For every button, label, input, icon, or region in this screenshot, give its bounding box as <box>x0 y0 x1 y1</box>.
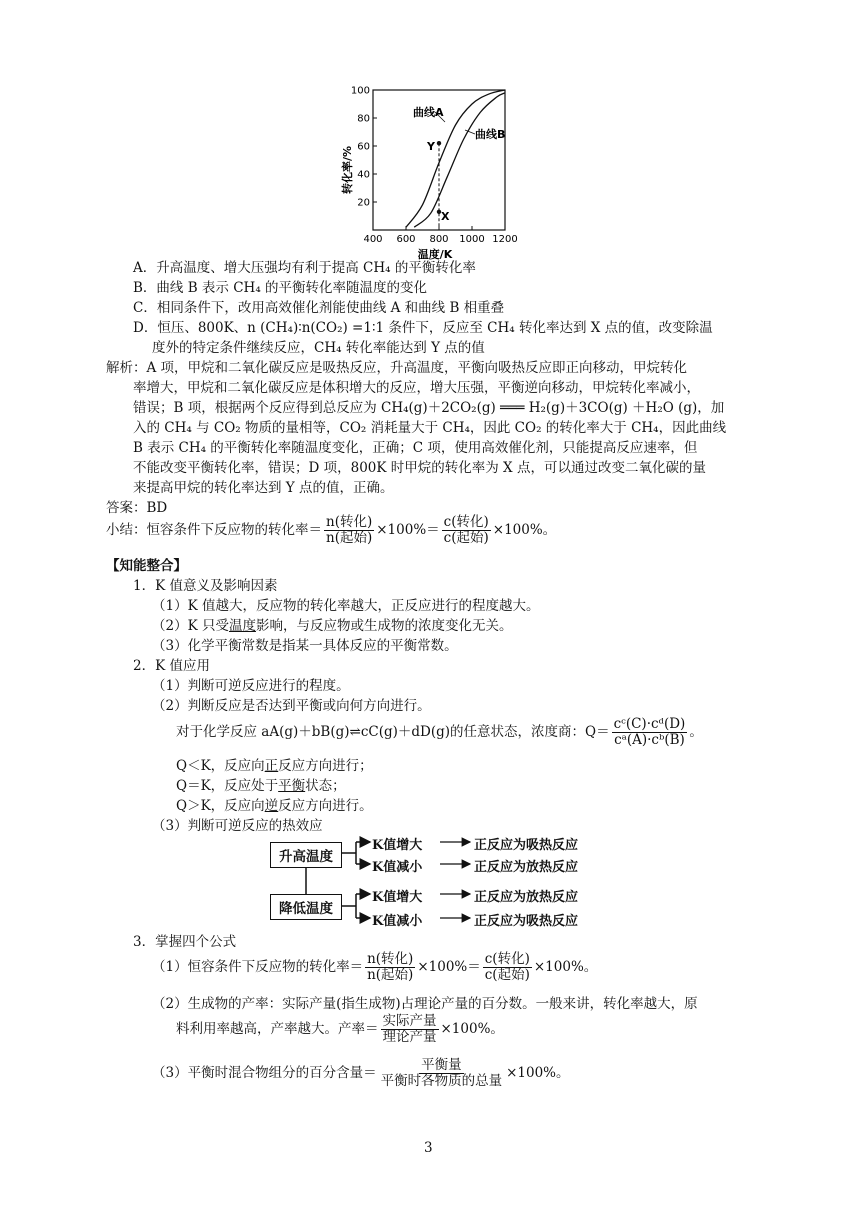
formula-1 <box>152 950 597 984</box>
fraction-numerator: c(转化) <box>484 951 530 967</box>
x-tick-label: 600 <box>396 234 416 245</box>
summary-end: ×100%。 <box>492 522 557 538</box>
k-point-2-underline: 温度 <box>228 618 256 634</box>
fraction-denominator: c(起始) <box>443 530 489 546</box>
q-formula <box>176 716 703 748</box>
result-endothermic-2: 正反应为吸热反应 <box>474 914 579 929</box>
formula-1-end: ×100%。 <box>533 959 598 975</box>
k-point-2 <box>152 616 512 636</box>
section-title: 【知能整合】 <box>106 558 187 574</box>
k-decrease-1: K值减小 <box>372 860 423 875</box>
k-heading-1: 1．K 值意义及影响因素 <box>133 578 278 594</box>
option-a: A．升高温度、增大压强均有利于提高 CH₄ 的平衡转化率 <box>133 260 476 276</box>
summary-c-fraction <box>442 515 491 546</box>
raise-temperature-box: 升高温度 <box>270 842 342 868</box>
fraction-numerator: 平衡量 <box>421 1057 462 1073</box>
y-tick-label: 100 <box>350 85 370 97</box>
fraction-denominator: 理论产量 <box>382 1029 437 1045</box>
point-x-label: X <box>441 210 450 223</box>
y-tick-label: 20 <box>357 197 370 209</box>
q-fraction <box>612 717 688 748</box>
k-point-6: （3）判断可逆反应的热效应 <box>152 818 323 834</box>
formula-1-n-fraction <box>365 952 415 983</box>
result-exothermic-1: 正反应为放热反应 <box>474 860 579 875</box>
k-point-3: （3）化学平衡常数是指某一具体反应的平衡常数。 <box>152 638 458 654</box>
x-tick-label: 400 <box>363 234 383 245</box>
point-y-label: Y <box>427 140 435 153</box>
k-point-1: （1）K 值越大，反应物的转化率越大，正反应进行的程度越大。 <box>152 598 540 614</box>
fraction-denominator: n(起始) <box>367 967 414 983</box>
k-heading-2: 2．K 值应用 <box>133 658 210 674</box>
formula-2-line2 <box>176 1012 504 1046</box>
q-less-than-k <box>176 756 373 776</box>
formula-3-prefix: （3）平衡时混合物组分的百分含量＝ <box>152 1065 377 1081</box>
formula-3 <box>152 1056 570 1090</box>
summary-mid: ×100%＝ <box>376 522 440 538</box>
conversion-chart <box>335 82 525 262</box>
analysis-line5: B 表示 CH₄ 的平衡转化率随温度变化，正确；C 项，使用高效催化剂，只能提高反应速率，但 <box>133 440 698 456</box>
k-increase-2: K值增大 <box>372 890 423 905</box>
q-gt-a: Q＞K，反应向 <box>176 798 265 814</box>
k-point-2-b: 影响，与反应物或生成物的浓度变化无关。 <box>255 618 513 634</box>
formula-1-mid: ×100%＝ <box>417 959 481 975</box>
option-d-line2: 度外的特定条件继续反应，CH₄ 转化率能达到 Y 点的值 <box>152 340 485 356</box>
x-tick-label: 800 <box>429 234 449 245</box>
formula-1-c-fraction <box>483 952 532 983</box>
lower-temperature-box: 降低温度 <box>270 894 342 920</box>
fraction-denominator: n(起始) <box>326 530 373 546</box>
curve-b-label: 曲线B <box>475 128 506 141</box>
summary-n-fraction <box>324 515 374 546</box>
analysis-line6: 不能改变平衡转化率，错误；D 项，800K 时甲烷的转化率为 X 点，可以通过改变二氧化碳的量 <box>133 460 706 476</box>
y-tick-label: 40 <box>357 169 370 181</box>
formula-2-fraction <box>381 1014 439 1045</box>
q-lt-b: 反应方向进行； <box>278 758 373 774</box>
q-lt-a: Q＜K，反应向 <box>176 758 265 774</box>
answer: 答案：BD <box>106 500 168 516</box>
x-tick-label: 1200 <box>492 234 518 245</box>
formula-3-fraction <box>379 1058 505 1089</box>
q-eq-b: 状态； <box>305 778 346 794</box>
fraction-numerator: cᶜ(C)·cᵈ(D) <box>613 716 686 732</box>
y-tick-label: 80 <box>357 113 370 125</box>
q-text: 对于化学反应 aA(g)＋bB(g)⇌cC(g)＋dD(g)的任意状态，浓度商：Q＝ <box>176 724 610 740</box>
fraction-numerator: 实际产量 <box>382 1013 437 1029</box>
q-lt-underline: 正 <box>264 758 279 774</box>
analysis-line2: 率增大，甲烷和二氧化碳反应是体积增大的反应，增大压强，平衡逆向移动，甲烷转化率减小， <box>133 380 700 396</box>
x-tick-label: 1000 <box>459 234 485 245</box>
point-y <box>437 141 441 145</box>
result-endothermic-1: 正反应为吸热反应 <box>474 838 579 853</box>
q-gt-underline: 逆 <box>264 798 279 814</box>
formula-heading: 3．掌握四个公式 <box>133 934 237 950</box>
q-eq-a: Q＝K，反应处于 <box>176 778 279 794</box>
formula-2-text: 料利用率越高，产率越大。产率＝ <box>176 1021 379 1037</box>
analysis-line7: 来提高甲烷的转化率达到 Y 点的值，正确。 <box>133 480 394 496</box>
q-equals-k <box>176 776 346 796</box>
curve-a-label: 曲线A <box>413 106 444 119</box>
formula-2-end: ×100%。 <box>440 1021 504 1037</box>
k-point-4: （1）判断可逆反应进行的程度。 <box>152 678 350 694</box>
fraction-numerator: n(转化) <box>326 514 373 530</box>
analysis-line3: 错误；B 项，根据两个反应得到总反应为 CH₄(g)＋2CO₂(g) ═══ H₂(g)＋3CO(g) ＋H₂O (g)，加 <box>133 400 725 416</box>
fraction-denominator: c(起始) <box>484 967 530 983</box>
fraction-numerator: n(转化) <box>367 951 414 967</box>
k-point-5: （2）判断反应是否达到平衡或向何方向进行。 <box>152 698 431 714</box>
option-c: C．相同条件下，改用高效催化剂能使曲线 A 和曲线 B 相重叠 <box>133 300 505 316</box>
page-number: 3 <box>424 1140 433 1156</box>
q-eq-underline: 平衡 <box>278 778 306 794</box>
option-d-line1: D．恒压、800K、n (CH₄)∶n(CO₂) =1∶1 条件下，反应至 CH₄ 转化率达到 X 点的值，改变除温 <box>133 320 713 336</box>
k-increase-1: K值增大 <box>372 838 423 853</box>
formula-3-end: ×100%。 <box>506 1065 570 1081</box>
k-decrease-2: K值减小 <box>372 914 423 929</box>
k-point-2-a: （2）K 只受 <box>152 618 229 634</box>
result-exothermic-2: 正反应为放热反应 <box>474 890 579 905</box>
q-greater-than-k <box>176 796 373 816</box>
formula-2-line1: （2）生成物的产率：实际产量(指生成物)占理论产量的百分数。一般来讲，转化率越大，原 <box>152 996 698 1012</box>
fraction-numerator: c(转化) <box>443 514 489 530</box>
formula-1-prefix: （1）恒容条件下反应物的转化率＝ <box>152 959 364 975</box>
fraction-denominator: 平衡时各物质的总量 <box>380 1073 503 1089</box>
chart-xlabel: 温度/K <box>417 248 453 261</box>
option-b: B．曲线 B 表示 CH₄ 的平衡转化率随温度的变化 <box>133 280 428 296</box>
analysis-line1: 解析：A 项，甲烷和二氧化碳反应是吸热反应，升高温度，平衡向吸热反应即正向移动，甲烷转化 <box>106 360 688 376</box>
summary-prefix: 小结：恒容条件下反应物的转化率＝ <box>106 522 322 538</box>
chart-ylabel: 转化率/% <box>341 145 354 195</box>
q-end: 。 <box>689 724 703 740</box>
summary-formula <box>106 514 556 546</box>
y-tick-label: 60 <box>357 141 370 153</box>
fraction-denominator: cᵃ(A)·cᵇ(B) <box>614 732 685 748</box>
q-gt-b: 反应方向进行。 <box>278 798 373 814</box>
analysis-line4: 入的 CH₄ 与 CO₂ 物质的量相等，CO₂ 消耗量大于 CH₄，因此 CO₂ 的转化率大于 CH₄，因此曲线 <box>133 420 727 436</box>
